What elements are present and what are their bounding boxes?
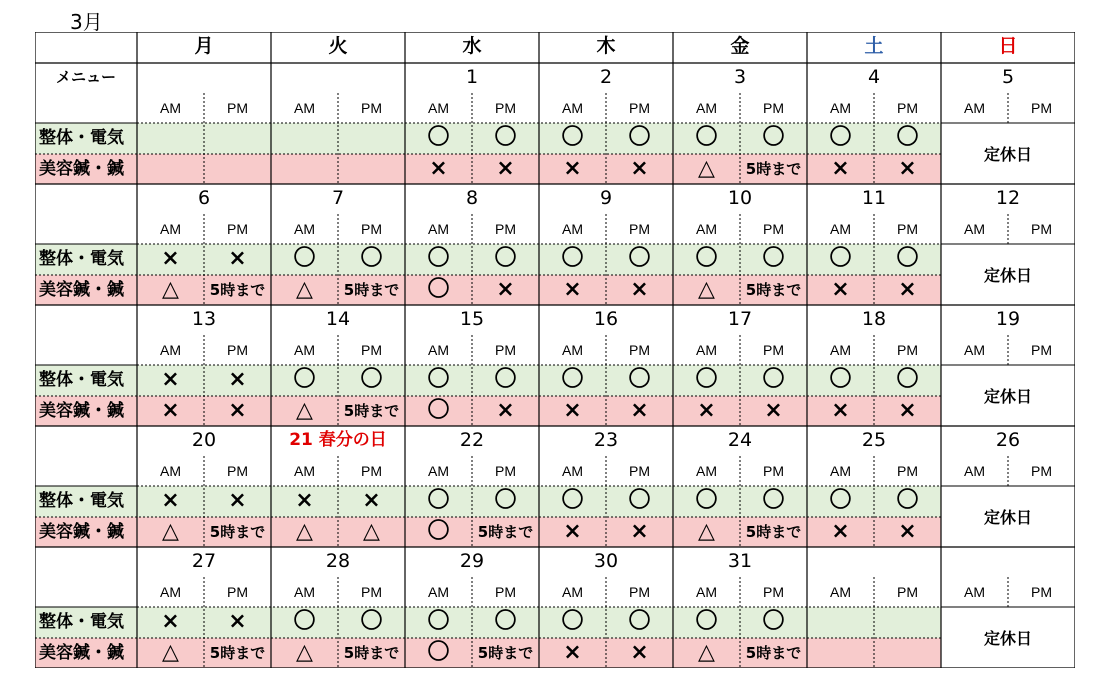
am-label: AM	[830, 584, 851, 600]
pm-label: PM	[495, 463, 516, 479]
availability-note: 5時まで	[204, 517, 271, 547]
am-label: AM	[294, 463, 315, 479]
am-label: AM	[964, 463, 985, 479]
month-title: 3月	[70, 10, 103, 34]
availability-mark: ×	[539, 517, 606, 547]
pm-label: PM	[227, 100, 248, 116]
closed-day-label: 定休日	[983, 145, 1032, 164]
day-number: 24	[727, 429, 753, 451]
availability-mark: 〇	[472, 607, 539, 638]
grid-lines	[35, 32, 1075, 668]
availability-mark: 〇	[740, 365, 807, 396]
availability-mark: ×	[606, 638, 673, 668]
pm-label: PM	[763, 342, 784, 358]
availability-mark: ×	[740, 396, 807, 426]
menu-label-biyoshin: 美容鍼・鍼	[35, 638, 137, 668]
pm-label: PM	[227, 342, 248, 358]
availability-mark: ×	[472, 154, 539, 184]
am-label: AM	[964, 221, 985, 237]
availability-mark: 〇	[472, 244, 539, 275]
day-number: 19	[995, 308, 1021, 330]
availability-mark: ×	[137, 396, 204, 426]
availability-mark: 〇	[271, 365, 338, 396]
availability-mark: ×	[606, 396, 673, 426]
availability-mark: 〇	[539, 123, 606, 154]
menu-label-biyoshin: 美容鍼・鍼	[35, 154, 137, 184]
day-number: 16	[593, 308, 619, 330]
closed-day-label: 定休日	[983, 508, 1032, 527]
am-label: AM	[696, 100, 717, 116]
day-number: 9	[599, 187, 613, 209]
day-number: 3	[733, 66, 747, 88]
am-label: AM	[428, 342, 449, 358]
availability-note: 5時まで	[740, 275, 807, 305]
availability-mark: △	[137, 517, 204, 547]
pm-label: PM	[227, 221, 248, 237]
availability-mark: 〇	[606, 365, 673, 396]
am-label: AM	[160, 584, 181, 600]
am-label: AM	[294, 342, 315, 358]
availability-mark: ×	[204, 607, 271, 638]
pm-label: PM	[227, 584, 248, 600]
availability-mark: ×	[472, 275, 539, 305]
weekday-header: 水	[462, 35, 482, 57]
availability-mark: 〇	[338, 607, 405, 638]
availability-mark: ×	[606, 517, 673, 547]
menu-label-seitai: 整体・電気	[35, 123, 137, 154]
availability-mark: 〇	[472, 365, 539, 396]
availability-mark: ×	[807, 517, 874, 547]
weekday-header: 火	[328, 35, 348, 57]
day-number: 31	[727, 550, 753, 572]
availability-mark: 〇	[405, 275, 472, 305]
availability-mark: △	[673, 154, 740, 184]
availability-mark: ×	[606, 275, 673, 305]
am-label: AM	[160, 100, 181, 116]
menu-label-biyoshin: 美容鍼・鍼	[35, 275, 137, 305]
pm-label: PM	[361, 342, 382, 358]
pm-label: PM	[763, 584, 784, 600]
weekday-header: 木	[596, 35, 616, 57]
menu-label-biyoshin: 美容鍼・鍼	[35, 517, 137, 547]
menu-label-seitai: 整体・電気	[35, 365, 137, 396]
availability-mark: 〇	[539, 365, 606, 396]
availability-note: 5時まで	[740, 638, 807, 668]
pm-label: PM	[1031, 100, 1052, 116]
am-label: AM	[830, 100, 851, 116]
availability-mark: 〇	[807, 244, 874, 275]
availability-mark: 〇	[606, 123, 673, 154]
am-label: AM	[428, 463, 449, 479]
menu-label-seitai: 整体・電気	[35, 486, 137, 517]
pm-label: PM	[495, 342, 516, 358]
day-number: 4	[867, 66, 881, 88]
availability-mark: 〇	[606, 607, 673, 638]
calendar-table	[35, 32, 1075, 668]
availability-mark: 〇	[606, 486, 673, 517]
am-label: AM	[294, 584, 315, 600]
availability-mark: ×	[204, 244, 271, 275]
availability-mark: 〇	[405, 365, 472, 396]
availability-mark: ×	[539, 154, 606, 184]
closed-day-label: 定休日	[983, 387, 1032, 406]
day-number: 1	[465, 66, 479, 88]
pm-label: PM	[897, 463, 918, 479]
day-number: 17	[727, 308, 753, 330]
availability-note: 5時まで	[204, 638, 271, 668]
availability-mark: ×	[271, 486, 338, 517]
availability-note: 5時まで	[338, 275, 405, 305]
day-number: 25	[861, 429, 887, 451]
availability-mark: 〇	[405, 486, 472, 517]
am-label: AM	[562, 221, 583, 237]
pm-label: PM	[361, 100, 382, 116]
day-number: 29	[459, 550, 485, 572]
menu-label-biyoshin: 美容鍼・鍼	[35, 396, 137, 426]
am-label: AM	[830, 221, 851, 237]
day-number: 22	[459, 429, 485, 451]
pm-label: PM	[1031, 584, 1052, 600]
availability-mark: △	[271, 517, 338, 547]
availability-mark: 〇	[405, 396, 472, 426]
availability-mark: 〇	[874, 123, 941, 154]
am-label: AM	[160, 221, 181, 237]
availability-note: 5時まで	[338, 396, 405, 426]
availability-mark: ×	[204, 396, 271, 426]
am-label: AM	[428, 221, 449, 237]
am-label: AM	[562, 584, 583, 600]
availability-mark: 〇	[740, 123, 807, 154]
availability-mark: 〇	[874, 244, 941, 275]
availability-mark: 〇	[405, 123, 472, 154]
availability-mark: ×	[204, 365, 271, 396]
availability-mark: ×	[807, 154, 874, 184]
am-label: AM	[428, 584, 449, 600]
availability-mark: △	[673, 638, 740, 668]
am-label: AM	[830, 342, 851, 358]
weekday-header: 土	[864, 35, 884, 57]
availability-mark: ×	[673, 396, 740, 426]
menu-label-seitai: 整体・電気	[35, 244, 137, 275]
am-label: AM	[964, 584, 985, 600]
availability-note: 5時まで	[472, 638, 539, 668]
availability-mark: ×	[606, 154, 673, 184]
am-label: AM	[294, 221, 315, 237]
availability-mark: 〇	[338, 244, 405, 275]
pm-label: PM	[763, 463, 784, 479]
pm-label: PM	[897, 221, 918, 237]
day-number: 6	[197, 187, 211, 209]
day-number: 28	[325, 550, 351, 572]
availability-mark: 〇	[807, 486, 874, 517]
am-label: AM	[562, 463, 583, 479]
weekday-header: 月	[194, 35, 214, 57]
pm-label: PM	[1031, 342, 1052, 358]
availability-mark: △	[673, 517, 740, 547]
availability-mark: 〇	[673, 486, 740, 517]
availability-mark: ×	[874, 275, 941, 305]
pm-label: PM	[629, 100, 650, 116]
day-number: 5	[1001, 66, 1015, 88]
availability-note: 5時まで	[338, 638, 405, 668]
availability-mark: ×	[137, 607, 204, 638]
availability-mark: ×	[137, 486, 204, 517]
availability-note: 5時まで	[472, 517, 539, 547]
availability-mark: 〇	[405, 517, 472, 547]
day-number: 30	[593, 550, 619, 572]
day-number: 11	[861, 187, 887, 209]
am-label: AM	[964, 100, 985, 116]
am-label: AM	[160, 463, 181, 479]
pm-label: PM	[361, 584, 382, 600]
weekday-header: 日	[998, 35, 1018, 57]
availability-mark: ×	[874, 396, 941, 426]
holiday-date: 21 春分の日	[289, 430, 387, 450]
availability-mark: ×	[807, 275, 874, 305]
availability-mark: 〇	[807, 123, 874, 154]
day-number: 8	[465, 187, 479, 209]
am-label: AM	[428, 100, 449, 116]
menu-header: メニュー	[55, 68, 116, 86]
am-label: AM	[964, 342, 985, 358]
availability-note: 5時まで	[204, 275, 271, 305]
pm-label: PM	[361, 463, 382, 479]
menu-label-seitai: 整体・電気	[35, 607, 137, 638]
availability-mark: ×	[137, 365, 204, 396]
pm-label: PM	[629, 221, 650, 237]
pm-label: PM	[763, 100, 784, 116]
availability-mark: △	[338, 517, 405, 547]
day-number: 10	[727, 187, 753, 209]
day-number: 12	[995, 187, 1021, 209]
pm-label: PM	[1031, 221, 1052, 237]
availability-mark: 〇	[740, 244, 807, 275]
am-label: AM	[294, 100, 315, 116]
availability-mark: 〇	[539, 607, 606, 638]
availability-mark: 〇	[673, 607, 740, 638]
pm-label: PM	[897, 342, 918, 358]
availability-mark: ×	[137, 244, 204, 275]
availability-note: 5時まで	[740, 517, 807, 547]
day-number: 18	[861, 308, 887, 330]
am-label: AM	[562, 100, 583, 116]
pm-label: PM	[897, 100, 918, 116]
day-number: 23	[593, 429, 619, 451]
am-label: AM	[160, 342, 181, 358]
availability-mark: ×	[338, 486, 405, 517]
availability-mark: ×	[204, 486, 271, 517]
pm-label: PM	[495, 584, 516, 600]
availability-mark: ×	[539, 638, 606, 668]
pm-label: PM	[361, 221, 382, 237]
pm-label: PM	[629, 342, 650, 358]
availability-mark: ×	[405, 154, 472, 184]
availability-mark: ×	[874, 154, 941, 184]
weekday-header: 金	[730, 35, 750, 57]
availability-mark: △	[271, 275, 338, 305]
day-number: 2	[599, 66, 613, 88]
availability-mark: △	[271, 396, 338, 426]
closed-day-label: 定休日	[983, 629, 1032, 648]
day-number: 20	[191, 429, 217, 451]
availability-mark: 〇	[874, 365, 941, 396]
day-number: 27	[191, 550, 217, 572]
pm-label: PM	[629, 584, 650, 600]
availability-mark: 〇	[539, 486, 606, 517]
pm-label: PM	[1031, 463, 1052, 479]
availability-mark: 〇	[271, 607, 338, 638]
am-label: AM	[830, 463, 851, 479]
pm-label: PM	[227, 463, 248, 479]
availability-mark: 〇	[807, 365, 874, 396]
day-number: 13	[191, 308, 217, 330]
pm-label: PM	[629, 463, 650, 479]
availability-mark: △	[137, 638, 204, 668]
availability-mark: △	[137, 275, 204, 305]
availability-mark: 〇	[472, 486, 539, 517]
availability-mark: 〇	[673, 123, 740, 154]
availability-mark: 〇	[405, 607, 472, 638]
availability-mark: 〇	[338, 365, 405, 396]
availability-mark: 〇	[673, 365, 740, 396]
availability-mark: ×	[472, 396, 539, 426]
day-number: 14	[325, 308, 351, 330]
am-label: AM	[696, 584, 717, 600]
availability-mark: ×	[539, 396, 606, 426]
availability-mark: 〇	[740, 486, 807, 517]
closed-day-label: 定休日	[983, 266, 1032, 285]
am-label: AM	[562, 342, 583, 358]
day-number: 15	[459, 308, 485, 330]
availability-mark: 〇	[740, 607, 807, 638]
day-number: 26	[995, 429, 1021, 451]
availability-mark: △	[271, 638, 338, 668]
availability-mark: 〇	[271, 244, 338, 275]
availability-mark: 〇	[539, 244, 606, 275]
pm-label: PM	[495, 221, 516, 237]
am-label: AM	[696, 463, 717, 479]
pm-label: PM	[495, 100, 516, 116]
availability-mark: 〇	[874, 486, 941, 517]
availability-mark: 〇	[405, 244, 472, 275]
availability-mark: △	[673, 275, 740, 305]
availability-note: 5時まで	[740, 154, 807, 184]
availability-mark: 〇	[405, 638, 472, 668]
availability-mark: 〇	[606, 244, 673, 275]
pm-label: PM	[897, 584, 918, 600]
pm-label: PM	[763, 221, 784, 237]
availability-mark: 〇	[472, 123, 539, 154]
availability-mark: ×	[807, 396, 874, 426]
availability-mark: ×	[874, 517, 941, 547]
am-label: AM	[696, 221, 717, 237]
availability-mark: 〇	[673, 244, 740, 275]
availability-mark: ×	[539, 275, 606, 305]
day-number: 7	[331, 187, 345, 209]
am-label: AM	[696, 342, 717, 358]
